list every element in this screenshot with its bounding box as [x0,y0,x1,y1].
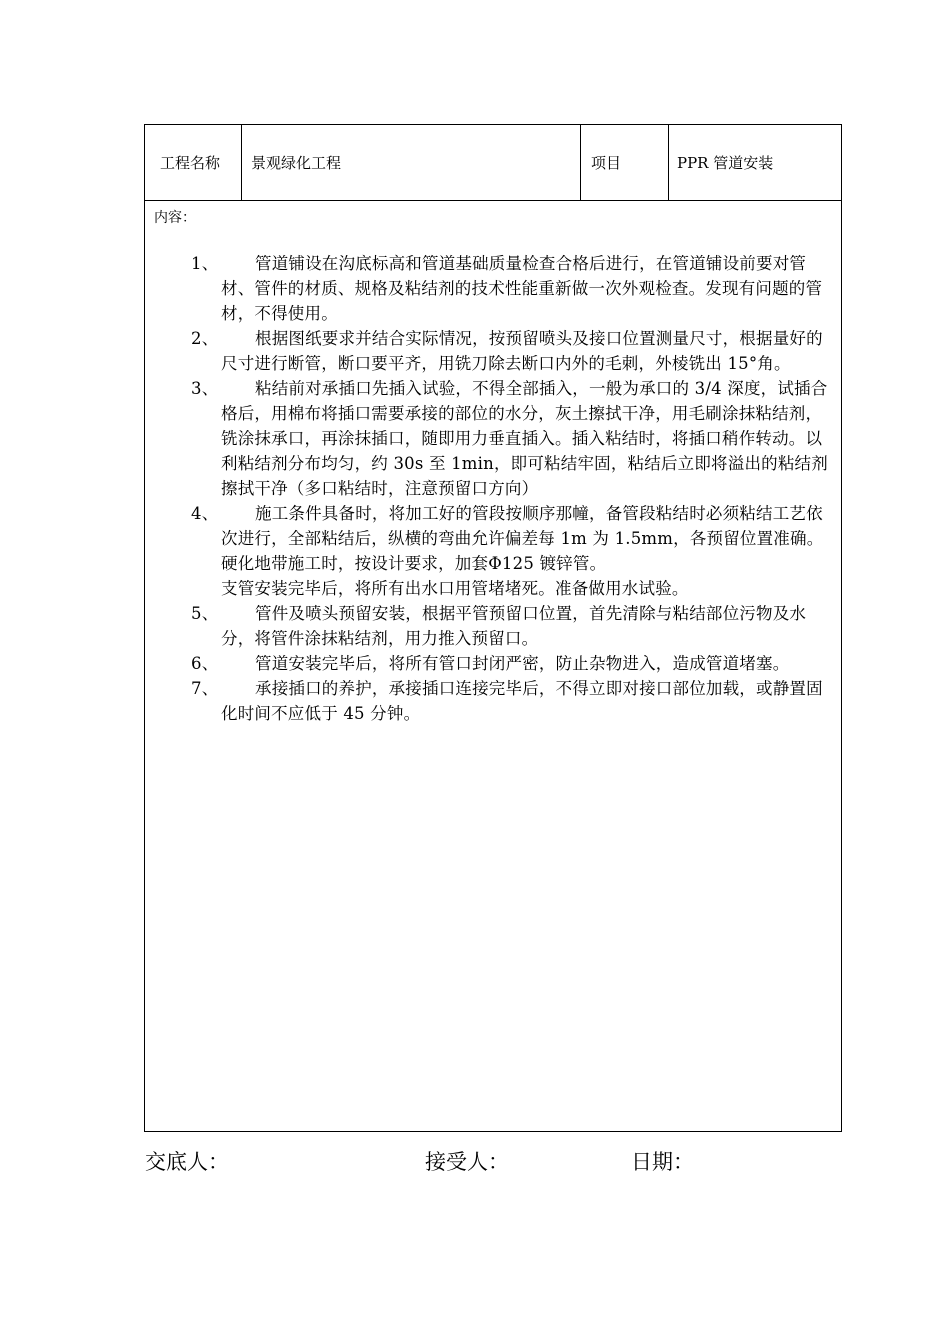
project-name-value: 景观绿化工程 [242,125,581,200]
list-item-number: 3、 [191,379,219,398]
list-item-text: 承接插口的养护，承接插口连接完毕后，不得立即对接口部位加载，或静置固化时间不应低于 45 分钟。 [221,679,823,723]
list-item-number: 7、 [191,679,219,698]
content-label: 内容： [154,210,196,226]
list-item [191,601,837,651]
presenter-label: 交底人： [145,1150,229,1174]
list-item-number: 4、 [191,504,219,523]
list-item-text: 管件及喷头预留安装，根据平管预留口位置，首先清除与粘结部位污物及水分，将管件涂抹粘结剂，用力推入预留口。 [221,604,807,648]
list-item-text: 根据图纸要求并结合实际情况，按预留喷头及接口位置测量尺寸，根据量好的尺寸进行断管，断口要平齐，用铣刀除去断口内外的毛刺，外棱铣出 15°角。 [221,329,823,373]
list-item-number: 2、 [191,329,219,348]
list-item-number: 5、 [191,604,219,623]
list-item-text: 粘结前对承插口先插入试验，不得全部插入，一般为承口的 3/4 深度，试插合格后，用棉布将插口需要承接的部位的水分，灰土擦拭干净，用毛刷涂抹粘结剂，铣涂抹承口，再涂抹插口，随即用力垂直插入。插入粘结时，将插口稍作转动。以利粘结剂分布均匀，约 30s 至 1min，即可粘结牢固，粘结后立即将溢出的粘结剂擦拭干净（多口粘结时，注意预留口方向） [221,379,828,498]
list-item-number: 1、 [191,254,219,273]
project-name-label: 工程名称 [145,125,242,200]
list-item-text: 管道铺设在沟底标高和管道基础质量检查合格后进行，在管道铺设前要对管材、管件的材质、规格及粘结剂的技术性能重新做一次外观检查。发现有问题的管材，不得使用。 [221,254,823,323]
disclosure-form [144,124,842,1132]
list-item [191,376,837,501]
date-label: 日期： [631,1150,694,1174]
list-item [191,251,837,326]
list-item [191,651,837,676]
content-list [191,251,837,726]
item-value: PPR 管道安装 [677,154,774,172]
list-item [191,501,837,601]
item-label: 项目 [581,125,669,200]
list-item-text: 管道安装完毕后，将所有管口封闭严密，防止杂物进入，造成管道堵塞。 [255,654,790,673]
list-item [191,326,837,376]
receiver-label: 接受人： [425,1150,509,1174]
form-header-row [145,125,841,201]
list-item-number: 6、 [191,654,219,673]
list-item [191,676,837,726]
list-item-text: 施工条件具备时，将加工好的管段按顺序那幢，备管段粘结时必须粘结工艺依次进行，全部粘结后，纵横的弯曲允许偏差每 1m 为 1.5mm，各预留位置准确。硬化地带施工时，按设计要求，加套Φ125 镀锌管。 [221,504,824,573]
signature-footer [0,1146,950,1176]
list-item-extra-text: 支管安装完毕后，将所有出水口用管堵堵死。准备做用水试验。 [221,579,689,598]
